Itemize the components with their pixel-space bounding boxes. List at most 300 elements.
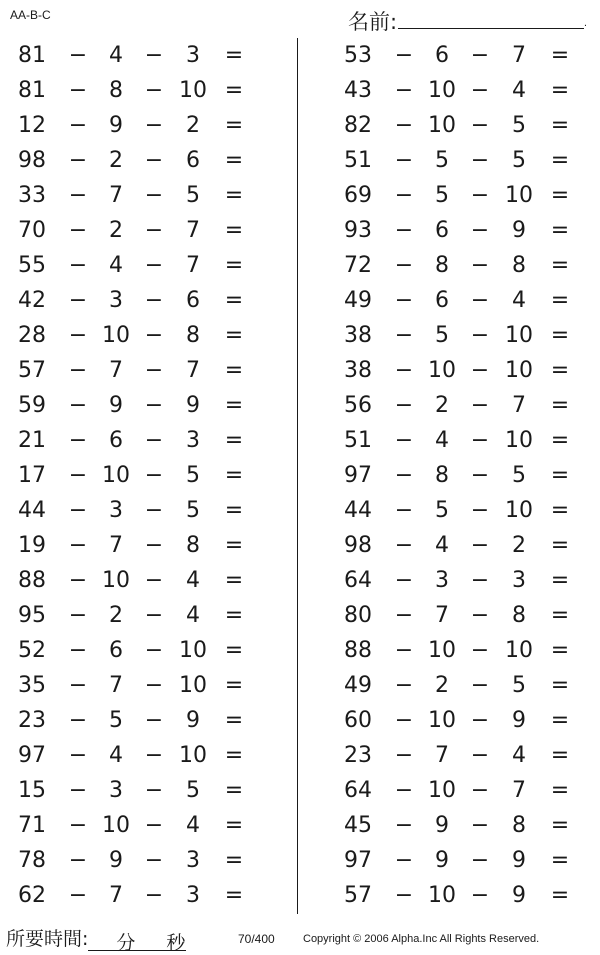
minus-sign: − [394,148,414,173]
subtrahend-1: 5 [435,323,449,348]
equals-sign: = [224,183,244,208]
problem-row [0,353,296,388]
minus-sign: − [394,848,414,873]
problem-row [0,598,296,633]
subtrahend-2: 6 [186,288,200,313]
equals-sign: = [550,253,570,278]
minus-sign: − [144,498,164,523]
equals-sign: = [550,638,570,663]
subtrahend-2: 10 [179,673,207,698]
minus-sign: − [470,673,490,698]
subtrahend-1: 8 [435,253,449,278]
minus-sign: − [470,183,490,208]
minus-sign: − [394,603,414,628]
problem-row [300,528,600,563]
minuend: 49 [344,673,372,698]
subtrahend-1: 7 [435,603,449,628]
minuend: 33 [18,183,46,208]
equals-sign: = [550,323,570,348]
minuend: 78 [18,848,46,873]
subtrahend-1: 5 [435,498,449,523]
equals-sign: = [224,498,244,523]
subtrahend-2: 9 [512,848,526,873]
equals-sign: = [550,393,570,418]
equals-sign: = [550,358,570,383]
copyright-notice: Copyright © 2006 Alpha.Inc All Rights Reserved. [303,933,540,945]
equals-sign: = [550,288,570,313]
minus-sign: − [144,393,164,418]
equals-sign: = [224,708,244,733]
equals-sign: = [224,743,244,768]
minuend: 64 [344,778,372,803]
equals-sign: = [550,218,570,243]
problem-row [0,773,296,808]
subtrahend-1: 2 [435,393,449,418]
problem-row [0,458,296,493]
subtrahend-1: 7 [109,183,123,208]
problem-row [300,773,600,808]
minuend: 88 [18,568,46,593]
minus-sign: − [394,428,414,453]
subtrahend-2: 7 [186,218,200,243]
subtrahend-1: 4 [109,253,123,278]
subtrahend-2: 2 [186,113,200,138]
minus-sign: − [68,568,88,593]
problem-row [0,178,296,213]
equals-sign: = [550,778,570,803]
minuend: 71 [18,813,46,838]
problem-row [300,213,600,248]
problem-row [0,878,296,913]
minus-sign: − [144,533,164,558]
equals-sign: = [224,358,244,383]
subtrahend-1: 9 [435,848,449,873]
subtrahend-1: 9 [109,848,123,873]
minus-sign: − [470,498,490,523]
equals-sign: = [224,253,244,278]
subtrahend-1: 3 [109,778,123,803]
problem-row [300,563,600,598]
minus-sign: − [470,288,490,313]
minus-sign: − [470,603,490,628]
problem-row [0,248,296,283]
minuend: 81 [18,43,46,68]
minus-sign: − [394,743,414,768]
minuend: 57 [344,883,372,908]
subtrahend-2: 4 [512,78,526,103]
minus-sign: − [144,323,164,348]
problem-row [300,703,600,738]
seconds-unit: 秒 [166,932,186,954]
equals-sign: = [550,183,570,208]
subtrahend-1: 9 [435,813,449,838]
subtrahend-1: 10 [102,813,130,838]
minuend: 38 [344,323,372,348]
minus-sign: − [394,358,414,383]
subtrahend-2: 9 [512,218,526,243]
equals-sign: = [224,813,244,838]
equals-sign: = [224,638,244,663]
subtrahend-1: 9 [109,393,123,418]
subtrahend-2: 7 [186,253,200,278]
minus-sign: − [394,638,414,663]
minuend: 15 [18,778,46,803]
minuend: 62 [18,883,46,908]
page-count: 70/400 [238,932,275,946]
minus-sign: − [144,463,164,488]
subtrahend-1: 3 [435,568,449,593]
minuend: 28 [18,323,46,348]
equals-sign: = [550,428,570,453]
subtrahend-2: 7 [512,393,526,418]
minuend: 35 [18,673,46,698]
elapsed-time-blank[interactable] [88,928,186,954]
problem-row [0,73,296,108]
problem-row [300,248,600,283]
subtrahend-2: 9 [186,393,200,418]
minus-sign: − [394,778,414,803]
subtrahend-1: 10 [428,113,456,138]
subtrahend-1: 7 [109,883,123,908]
problem-row [300,38,600,73]
problem-row [300,878,600,913]
minuend: 82 [344,113,372,138]
equals-sign: = [224,393,244,418]
problem-row [0,143,296,178]
problem-row [0,493,296,528]
minus-sign: − [394,533,414,558]
subtrahend-2: 10 [179,638,207,663]
subtrahend-1: 10 [428,638,456,663]
subtrahend-1: 2 [435,673,449,698]
minus-sign: − [394,568,414,593]
subtrahend-2: 3 [186,428,200,453]
subtrahend-2: 5 [512,148,526,173]
problem-row [300,458,600,493]
minus-sign: − [394,393,414,418]
minus-sign: − [68,323,88,348]
subtrahend-2: 4 [186,813,200,838]
subtrahend-2: 10 [505,358,533,383]
problem-row [0,738,296,773]
problem-row [300,318,600,353]
minus-sign: − [470,883,490,908]
subtrahend-2: 4 [512,288,526,313]
minuend: 44 [344,498,372,523]
minuend: 44 [18,498,46,523]
minus-sign: − [394,323,414,348]
equals-sign: = [224,778,244,803]
problem-row [300,143,600,178]
minus-sign: − [470,568,490,593]
equals-sign: = [550,498,570,523]
problem-row [300,73,600,108]
minuend: 97 [344,463,372,488]
equals-sign: = [224,603,244,628]
subtrahend-2: 10 [179,743,207,768]
minus-sign: − [470,393,490,418]
minus-sign: − [68,638,88,663]
equals-sign: = [224,43,244,68]
minuend: 17 [18,463,46,488]
minus-sign: − [394,498,414,523]
minutes-unit: 分 [116,932,136,954]
minus-sign: − [394,218,414,243]
minuend: 64 [344,568,372,593]
subtrahend-2: 9 [512,883,526,908]
subtrahend-2: 7 [512,43,526,68]
minuend: 60 [344,708,372,733]
minus-sign: − [144,253,164,278]
minus-sign: − [144,743,164,768]
minus-sign: − [68,778,88,803]
equals-sign: = [224,113,244,138]
minus-sign: − [394,43,414,68]
equals-sign: = [224,218,244,243]
subtrahend-1: 9 [109,113,123,138]
minus-sign: − [470,253,490,278]
subtrahend-2: 10 [505,183,533,208]
minus-sign: − [68,218,88,243]
problem-row [0,388,296,423]
subtrahend-2: 6 [186,148,200,173]
minus-sign: − [394,113,414,138]
subtrahend-1: 10 [428,708,456,733]
subtrahend-2: 3 [186,43,200,68]
minus-sign: − [470,463,490,488]
minus-sign: − [394,78,414,103]
equals-sign: = [224,848,244,873]
subtrahend-1: 7 [109,533,123,558]
minuend: 23 [18,708,46,733]
problem-row [0,318,296,353]
equals-sign: = [224,288,244,313]
subtrahend-1: 7 [109,673,123,698]
problem-row [0,38,296,73]
subtrahend-2: 8 [512,253,526,278]
minus-sign: − [144,148,164,173]
subtrahend-2: 5 [186,498,200,523]
minuend: 70 [18,218,46,243]
problem-row [300,843,600,878]
equals-sign: = [224,148,244,173]
subtrahend-1: 10 [428,883,456,908]
minus-sign: − [68,113,88,138]
equals-sign: = [550,673,570,698]
minuend: 69 [344,183,372,208]
subtrahend-1: 10 [102,463,130,488]
minuend: 80 [344,603,372,628]
problem-row [300,493,600,528]
subtrahend-2: 8 [186,323,200,348]
equals-sign: = [224,323,244,348]
subtrahend-2: 2 [512,533,526,558]
subtrahend-1: 3 [109,498,123,523]
subtrahend-2: 5 [186,778,200,803]
problem-row [0,423,296,458]
minus-sign: − [68,428,88,453]
elapsed-time-field [6,924,186,954]
worksheet-code: AA-B-C [10,8,51,22]
equals-sign: = [550,813,570,838]
subtrahend-1: 4 [109,43,123,68]
subtrahend-1: 10 [428,78,456,103]
minus-sign: − [394,883,414,908]
minus-sign: − [144,568,164,593]
minuend: 21 [18,428,46,453]
problem-row [0,703,296,738]
minus-sign: − [394,183,414,208]
minus-sign: − [144,428,164,453]
minuend: 23 [344,743,372,768]
problem-row [300,738,600,773]
minuend: 55 [18,253,46,278]
minus-sign: − [144,778,164,803]
elapsed-time-label: 所要時間: [6,928,89,950]
subtrahend-2: 8 [512,813,526,838]
equals-sign: = [550,463,570,488]
minus-sign: − [68,43,88,68]
problem-row [300,633,600,668]
subtrahend-1: 2 [109,148,123,173]
minus-sign: − [68,743,88,768]
equals-sign: = [550,568,570,593]
equals-sign: = [550,708,570,733]
subtrahend-2: 3 [512,568,526,593]
equals-sign: = [550,43,570,68]
minus-sign: − [394,288,414,313]
minus-sign: − [68,183,88,208]
subtrahend-1: 6 [109,638,123,663]
minus-sign: − [394,673,414,698]
subtrahend-1: 10 [428,778,456,803]
minus-sign: − [144,708,164,733]
subtrahend-2: 9 [186,708,200,733]
minus-sign: − [394,253,414,278]
equals-sign: = [550,533,570,558]
subtrahend-1: 4 [109,743,123,768]
minus-sign: − [68,288,88,313]
subtrahend-2: 5 [512,113,526,138]
minuend: 97 [344,848,372,873]
equals-sign: = [224,533,244,558]
equals-sign: = [550,883,570,908]
minus-sign: − [68,393,88,418]
minuend: 52 [18,638,46,663]
minuend: 51 [344,148,372,173]
minus-sign: − [68,848,88,873]
problem-row [300,108,600,143]
subtrahend-1: 4 [435,533,449,558]
minuend: 93 [344,218,372,243]
problem-row [0,563,296,598]
problem-row [300,178,600,213]
minuend: 56 [344,393,372,418]
subtrahend-1: 5 [435,148,449,173]
equals-sign: = [224,78,244,103]
equals-sign: = [550,743,570,768]
minuend: 57 [18,358,46,383]
minuend: 45 [344,813,372,838]
minus-sign: − [394,813,414,838]
minuend: 98 [344,533,372,558]
minus-sign: − [68,813,88,838]
subtrahend-2: 5 [186,463,200,488]
minuend: 12 [18,113,46,138]
minus-sign: − [144,43,164,68]
right-problem-column [300,38,600,913]
minus-sign: − [68,673,88,698]
subtrahend-1: 2 [109,218,123,243]
minus-sign: − [470,743,490,768]
subtrahend-2: 9 [512,708,526,733]
minus-sign: − [470,358,490,383]
minus-sign: − [470,218,490,243]
minus-sign: − [68,708,88,733]
minus-sign: − [144,288,164,313]
subtrahend-1: 6 [435,288,449,313]
equals-sign: = [224,568,244,593]
minus-sign: − [144,848,164,873]
subtrahend-2: 4 [186,603,200,628]
subtrahend-1: 10 [102,568,130,593]
name-input-line[interactable] [398,28,584,29]
minus-sign: − [68,358,88,383]
minuend: 72 [344,253,372,278]
subtrahend-1: 7 [435,743,449,768]
subtrahend-2: 10 [505,498,533,523]
subtrahend-2: 7 [512,778,526,803]
problem-row [300,353,600,388]
subtrahend-2: 10 [179,78,207,103]
equals-sign: = [550,848,570,873]
subtrahend-2: 4 [512,743,526,768]
equals-sign: = [550,148,570,173]
minuend: 95 [18,603,46,628]
problem-row [300,283,600,318]
minus-sign: − [144,113,164,138]
subtrahend-2: 8 [186,533,200,558]
subtrahend-2: 7 [186,358,200,383]
minuend: 88 [344,638,372,663]
subtrahend-2: 5 [512,463,526,488]
problem-row [0,108,296,143]
subtrahend-1: 10 [102,323,130,348]
minuend: 38 [344,358,372,383]
subtrahend-2: 10 [505,323,533,348]
minus-sign: − [144,638,164,663]
equals-sign: = [224,428,244,453]
minus-sign: − [68,148,88,173]
minus-sign: − [144,218,164,243]
minus-sign: − [144,813,164,838]
minuend: 43 [344,78,372,103]
subtrahend-1: 6 [435,43,449,68]
minus-sign: − [470,848,490,873]
minuend: 97 [18,743,46,768]
problem-row [300,668,600,703]
minus-sign: − [144,883,164,908]
minus-sign: − [470,323,490,348]
minuend: 49 [344,288,372,313]
minus-sign: − [470,148,490,173]
problem-row [0,528,296,563]
subtrahend-1: 3 [109,288,123,313]
problem-row [0,283,296,318]
equals-sign: = [550,78,570,103]
minus-sign: − [68,603,88,628]
column-divider [297,38,298,914]
